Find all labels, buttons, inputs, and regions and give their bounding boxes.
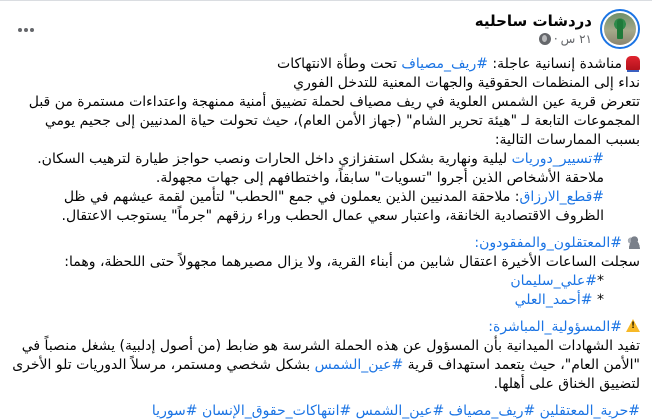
headline-suffix: تحت وطأة الانتهاكات [277, 56, 402, 72]
practice-text: : ملاحقة المدنيين الذين يعملون في جمع "الحطب" لتأمين لقمة عيشهم في ظل الظروف الاقتصادية الخانقة، واعتبار سعي عمال الحطب وراء رزقهم "جرماً" يستوجب الاعتقال. [61, 189, 604, 224]
avatar[interactable] [600, 9, 640, 49]
detainee-item [12, 291, 604, 310]
bullet: * [597, 273, 604, 289]
hashtag-link[interactable]: #عين_الشمس [314, 357, 404, 373]
people-icon [626, 235, 640, 249]
hashtag-link[interactable]: #سوريا [151, 403, 198, 419]
page-name[interactable]: دردشات ساحليه [474, 11, 592, 30]
hashtag-link[interactable]: #المعتقلون_والمفقودون [479, 235, 622, 251]
responsibility-text-after: بشكل شخصي ومستمر، مرسلاً الدوريات تلو الأخرى لتضييق الخناق على أهلها. [12, 357, 640, 392]
hashtag-link[interactable]: #ريف_مصياف [401, 56, 488, 72]
footer-hashtags [12, 402, 640, 420]
practice-item [12, 150, 604, 169]
detainees-text: سجلت الساعات الأخيرة اعتقال شابين من أبناء القرية، ولا يزال مصيرهما مجهولاً حتى اللحظة، وهما: [64, 254, 640, 270]
hashtag-link[interactable]: #تسيير_دوريات [511, 151, 604, 167]
avatar-image [604, 13, 636, 45]
post-body [12, 55, 640, 420]
post-meta [475, 12, 592, 47]
practice-item: ملاحقة الأشخاص الذين أجروا "تسويات" سابقاً، واختطافهم إلى جهات مجهولة. [155, 170, 604, 186]
detainees-heading [12, 234, 640, 253]
post-timestamp[interactable]: ٢١ س [560, 31, 592, 46]
responsibility-text-before: تفيد الشهادات الميدانية بأن المسؤول عن هذه الحملة الشرسة هو ضابط (من أصول إدلبية) يشغل منصباً في "الأمن العام"، حيث يتعمد استهداف قرية [21, 338, 640, 373]
spacer [12, 226, 640, 234]
hashtag-link[interactable]: #عين_الشمس [355, 403, 445, 419]
hashtag-link[interactable]: #أحمد_العلي [514, 292, 593, 308]
siren-icon [626, 56, 640, 70]
practice-item [12, 188, 604, 226]
hashtag-link[interactable]: #المسؤولية_المباشرة [493, 319, 622, 335]
spacer [12, 310, 640, 318]
detainee-item [12, 272, 604, 291]
hashtag-link[interactable]: #علي_سليمان [510, 273, 597, 289]
hashtag-link[interactable]: #حرية_المعتقلين [539, 403, 640, 419]
intro-paragraph: تتعرض قرية عين الشمس العلوية في ريف مصياف لحملة تضييق أمنية ممنهجة واعتداءات مستمرة من قبل المجموعات التابعة لـ "هيئة تحرير الشام" (جهاز الأمن العام)، حيث تحولت حياة المدنيين إلى جحيم يومي بسبب الممارسات التالية: [28, 94, 640, 148]
separator-dot: · [553, 31, 558, 46]
bullet: * [592, 292, 604, 308]
practice-text: ليلية ونهارية بشكل استفزازي داخل الحارات ونصب حواجز طيارة لترهيب السكان. [37, 151, 512, 167]
warning-icon [626, 319, 640, 332]
headline-prefix: مناشدة إنسانية عاجلة: [487, 56, 622, 72]
subheadline: نداء إلى المنظمات الحقوقية والجهات المعنية للتدخل الفوري [293, 75, 640, 91]
hashtag-link[interactable]: #انتهاكات_حقوق_الإنسان [201, 403, 352, 419]
responsibility-text [12, 337, 640, 394]
more-options-button[interactable] [18, 28, 34, 32]
headline [12, 55, 640, 74]
post-header [12, 8, 640, 50]
responsibility-heading [12, 318, 640, 337]
heading-colon: : [474, 235, 480, 251]
hashtag-link[interactable]: #ريف_مصياف [448, 403, 536, 419]
post-subline [475, 31, 592, 47]
globe-icon[interactable] [539, 33, 551, 45]
more-dot [24, 28, 28, 32]
heading-colon: : [488, 319, 493, 335]
detainees-list [12, 272, 640, 310]
more-options-icon [18, 28, 22, 32]
more-dot [30, 28, 34, 32]
hashtag-link[interactable]: #قطع_الارزاق [519, 189, 604, 205]
practices-list [12, 150, 640, 226]
